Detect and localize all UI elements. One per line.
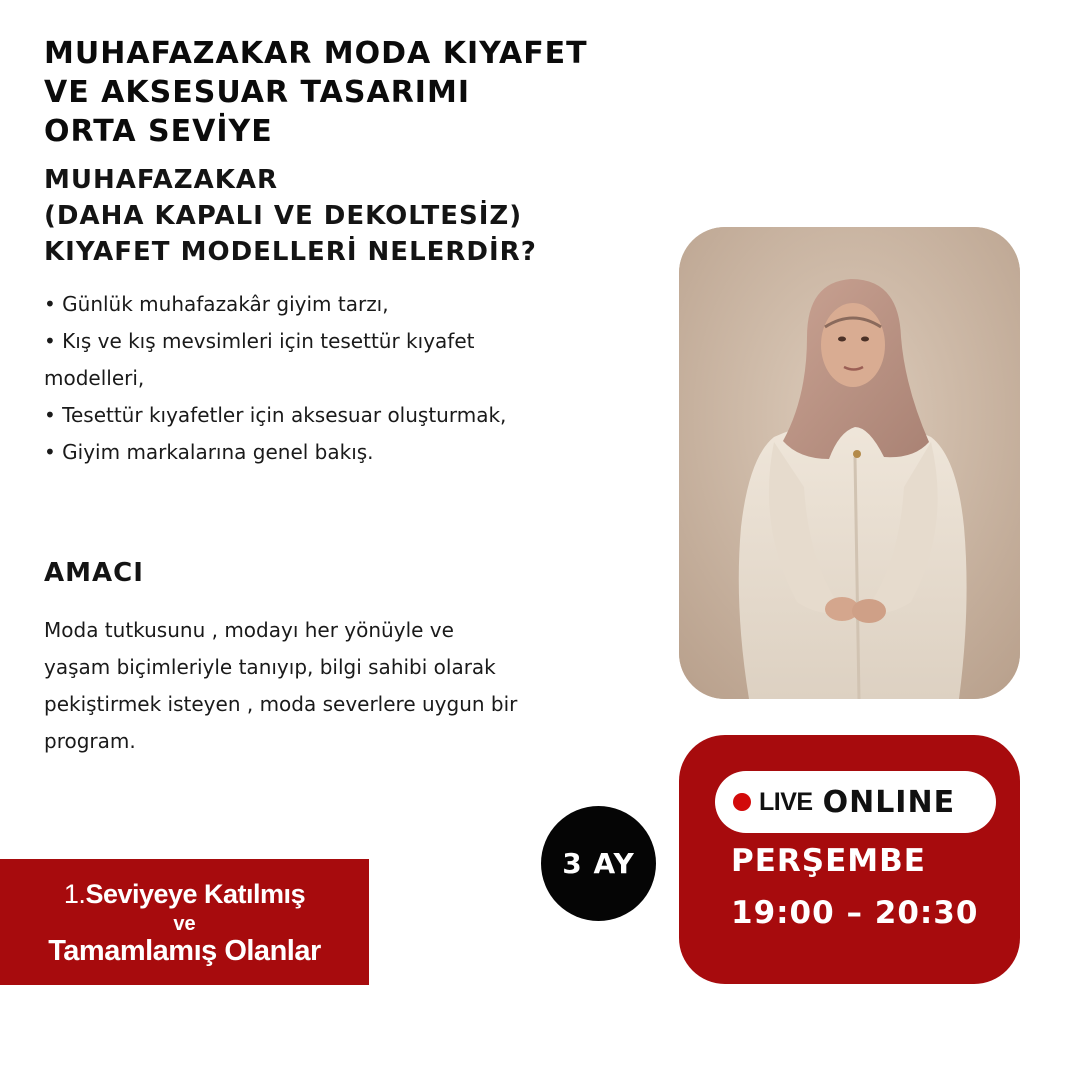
prerequisite-line-2: ve — [173, 913, 196, 935]
schedule-time: 19:00 – 20:30 — [731, 895, 979, 931]
model-illustration — [679, 227, 1020, 699]
section-heading-line-3: KIYAFET MODELLERİ NELERDİR? — [44, 237, 537, 267]
prerequisite-text-1: Seviyeye Katılmış — [85, 879, 306, 909]
course-title-line-2: VE AKSESUAR TASARIMI — [44, 75, 470, 110]
prerequisite-line-1 — [0, 879, 369, 910]
online-label: ONLINE — [822, 784, 956, 820]
live-online-pill — [715, 771, 996, 833]
duration-badge: 3 AY — [541, 806, 656, 921]
live-label: LIVE — [759, 787, 813, 816]
prerequisite-line-3: Tamamlamış Olanlar — [48, 935, 321, 967]
goal-text: Moda tutkusunu , modayı her yönüyle ve yaşam biçimleriyle tanıyıp, bilgi sahibi olarak pekiştirmek isteyen , moda severlere uygun bir program. — [44, 618, 518, 753]
live-dot-icon — [733, 793, 751, 811]
model-photo — [679, 227, 1020, 699]
topic-item: • Kış ve kış mevsimleri için tesettür kıyafet modelleri, — [44, 329, 475, 390]
prerequisite-number: 1. — [63, 879, 86, 909]
topics-list — [44, 286, 544, 471]
course-title-line-1: MUHAFAZAKAR MODA KIYAFET — [44, 36, 588, 71]
section-heading-line-2: (DAHA KAPALI VE DEKOLTESİZ) — [44, 201, 523, 231]
topic-item: • Tesettür kıyafetler için aksesuar oluşturmak, — [44, 403, 507, 427]
course-title-line-3: ORTA SEVİYE — [44, 114, 273, 149]
topic-item: • Günlük muhafazakâr giyim tarzı, — [44, 292, 389, 316]
course-title — [44, 34, 684, 151]
section-heading-line-1: MUHAFAZAKAR — [44, 165, 279, 195]
prerequisite-banner — [0, 859, 369, 985]
topic-item: • Giyim markalarına genel bakış. — [44, 440, 374, 464]
goal-heading: AMACI — [44, 558, 144, 588]
schedule-day: PERŞEMBE — [731, 843, 926, 879]
schedule-card — [679, 735, 1020, 984]
section-heading — [44, 162, 664, 270]
